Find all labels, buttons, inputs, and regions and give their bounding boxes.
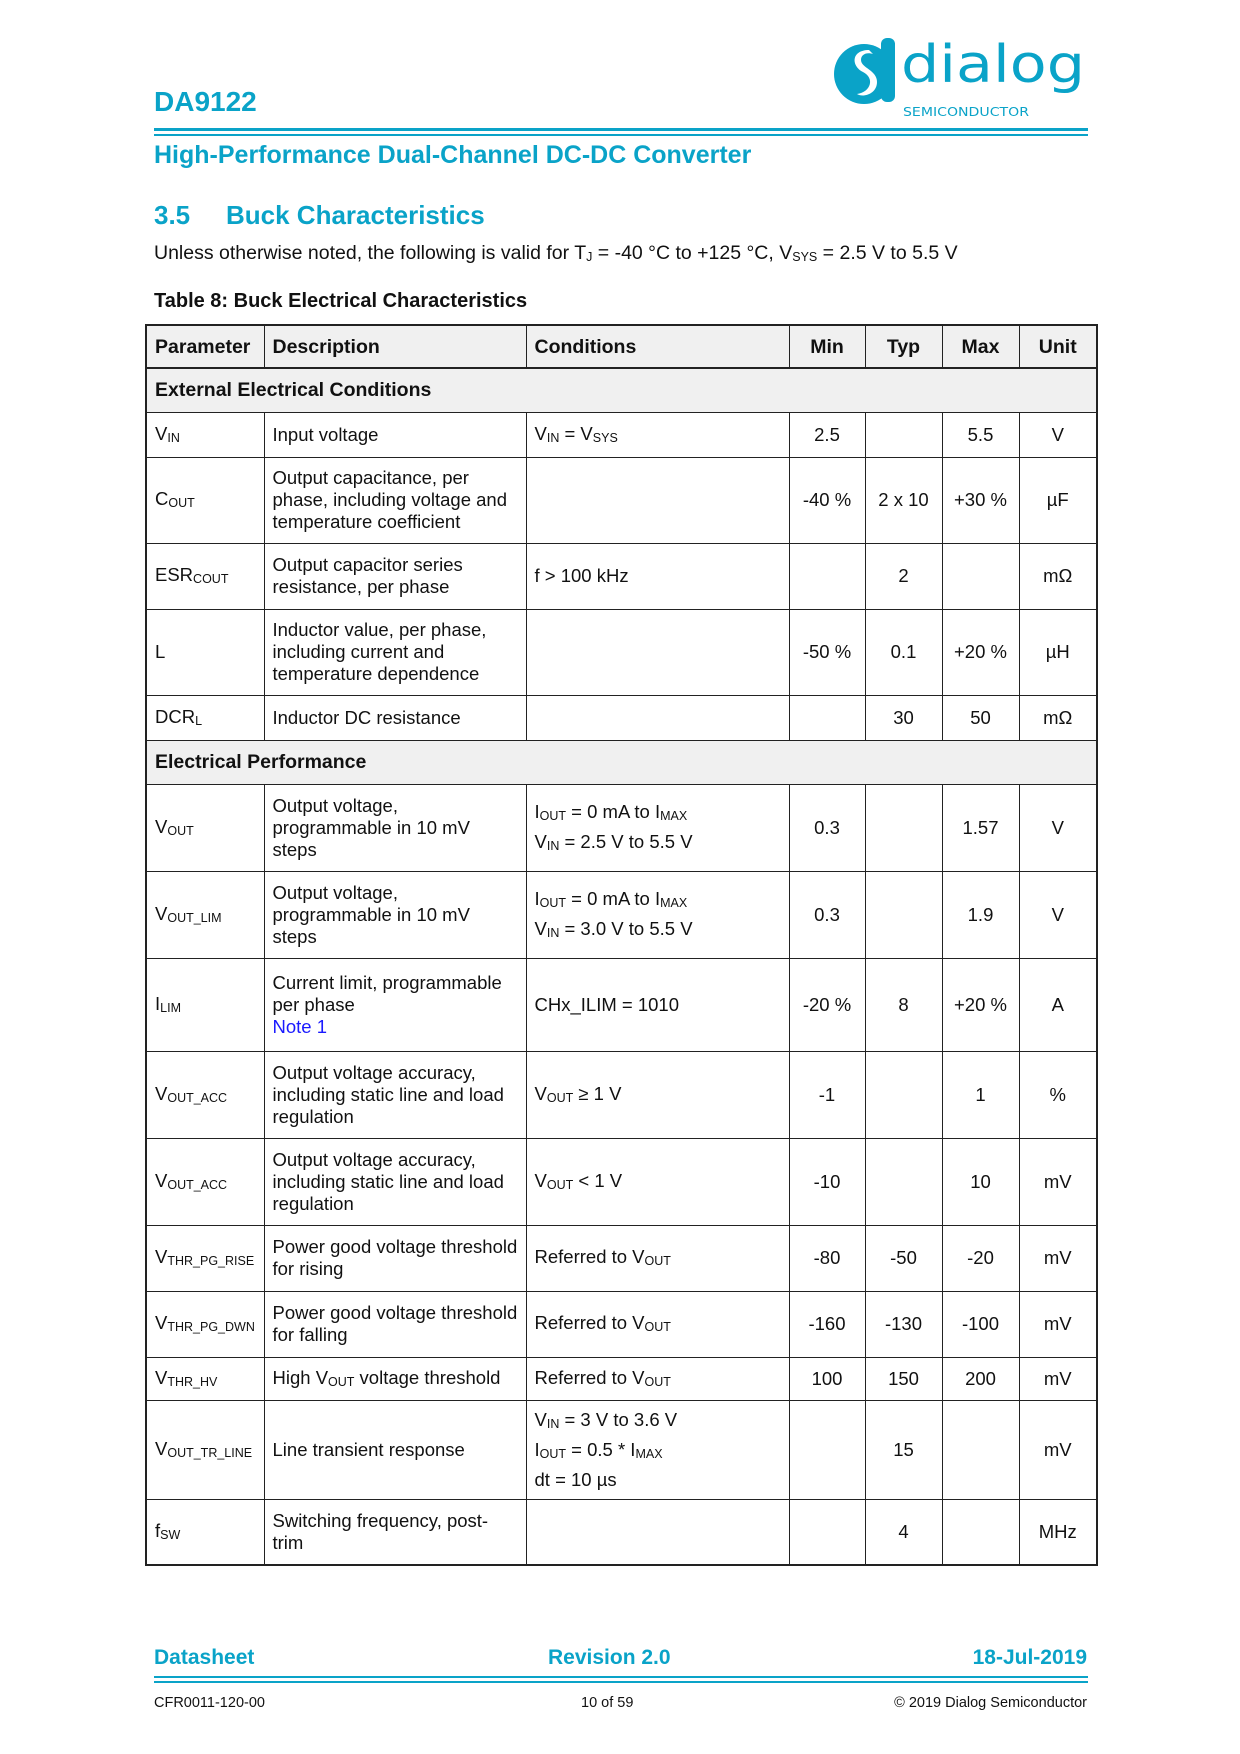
unit-cell: mV	[1019, 1291, 1097, 1357]
typ-cell	[865, 1138, 942, 1225]
text-segment: ESR	[155, 564, 194, 585]
unit-cell: mΩ	[1019, 543, 1097, 609]
description-cell	[264, 784, 526, 871]
description-cell	[264, 1225, 526, 1291]
parameter-cell	[146, 412, 264, 457]
description-cell	[264, 543, 526, 609]
description-cell	[264, 695, 526, 740]
subscript: OUT	[546, 1177, 574, 1192]
text-segment: = 3.0 V to 5.5 V	[559, 917, 693, 939]
table-row	[146, 609, 1097, 695]
subscript: J	[586, 250, 593, 264]
typ-cell: 4	[865, 1499, 942, 1565]
subscript: MAX	[660, 808, 688, 823]
subscript: IN	[167, 430, 180, 445]
subscript: MAX	[635, 1446, 663, 1461]
min-cell	[789, 1499, 865, 1565]
note-link[interactable]: Note 1	[272, 1015, 328, 1037]
unit-cell: V	[1019, 412, 1097, 457]
parameter-cell	[146, 958, 264, 1051]
table-row	[146, 1225, 1097, 1291]
subscript: IN	[546, 838, 560, 853]
text-segment: CHx_ILIM = 1010	[534, 993, 679, 1015]
section-heading	[154, 200, 485, 231]
max-cell: +30 %	[942, 457, 1019, 543]
parameter-cell	[146, 1291, 264, 1357]
text-segment: f	[155, 1519, 161, 1541]
section-number: 3.5	[154, 200, 191, 230]
subscript: COUT	[193, 572, 229, 586]
unit-cell: mΩ	[1019, 695, 1097, 740]
condition-line	[535, 1466, 781, 1494]
text-segment: V	[534, 830, 547, 852]
subscript: IN	[546, 1416, 560, 1431]
parameter-cell	[146, 1138, 264, 1225]
text-segment: V	[155, 815, 168, 837]
table-row	[146, 958, 1097, 1051]
condition-line	[535, 1083, 622, 1104]
parameter-cell	[146, 457, 264, 543]
min-cell	[789, 1400, 865, 1499]
text-segment: Power good voltage threshold for rising	[272, 1236, 518, 1279]
subscript: OUT_TR_LINE	[167, 1445, 253, 1460]
condition-line	[535, 565, 629, 586]
max-cell: 200	[942, 1357, 1019, 1400]
conditions-cell	[526, 412, 789, 457]
text-segment: V	[155, 1169, 168, 1191]
header-parameter: Parameter	[146, 325, 264, 368]
subscript: MAX	[660, 895, 688, 910]
subscript: SYS	[792, 250, 818, 264]
subscript: OUT	[644, 1374, 671, 1389]
text-segment: = -40 °C to +125 °C, V	[592, 242, 793, 264]
subscript: OUT	[644, 1320, 671, 1334]
text-segment: Referred to V	[534, 1312, 645, 1333]
text-segment: V	[155, 1312, 168, 1333]
subscript: OUT	[539, 808, 567, 823]
description-cell	[264, 1400, 526, 1499]
subscript: OUT_ACC	[167, 1177, 228, 1192]
footer-date: 18-Jul-2019	[972, 1646, 1087, 1669]
min-cell: -10	[789, 1138, 865, 1225]
max-cell: +20 %	[942, 609, 1019, 695]
text-segment: I	[534, 1438, 540, 1460]
text-segment: Output voltage, programmable in 10 mV steps	[272, 881, 470, 947]
footer-page-number: 10 of 59	[581, 1695, 634, 1711]
intro-text	[154, 242, 958, 265]
condition-line	[535, 885, 781, 915]
conditions-cell	[526, 609, 789, 695]
max-cell: 10	[942, 1138, 1019, 1225]
description-cell	[264, 1499, 526, 1565]
text-segment: Output voltage accuracy, including static line and load regulation	[272, 1061, 504, 1127]
footer-doc-type: Datasheet	[154, 1646, 255, 1669]
text-segment: Input voltage	[272, 423, 379, 445]
max-cell: 1	[942, 1051, 1019, 1138]
logo-wordmark: dialog	[901, 36, 1085, 95]
conditions-cell	[526, 1138, 789, 1225]
description-cell	[264, 609, 526, 695]
text-segment: Inductor DC resistance	[272, 706, 461, 728]
typ-cell	[865, 1051, 942, 1138]
max-cell: 5.5	[942, 412, 1019, 457]
min-cell: 2.5	[789, 412, 865, 457]
conditions-cell	[526, 1051, 789, 1138]
dialog-logo	[833, 36, 1089, 120]
unit-cell: MHz	[1019, 1499, 1097, 1565]
table-caption: Table 8: Buck Electrical Characteristics	[154, 290, 528, 312]
table-row	[146, 1400, 1097, 1499]
subscript: OUT	[168, 496, 195, 510]
text-segment: Unless otherwise noted, the following is valid for T	[154, 242, 587, 264]
parameter-cell	[146, 1499, 264, 1565]
table-row	[146, 457, 1097, 543]
text-segment: V	[155, 1246, 168, 1267]
document-id: DA9122	[154, 86, 257, 117]
typ-cell: 2 x 10	[865, 457, 942, 543]
conditions-cell	[526, 1291, 789, 1357]
table-row	[146, 1138, 1097, 1225]
text-segment: Referred to V	[534, 1366, 645, 1388]
text-segment: = V	[559, 422, 593, 444]
text-segment: = 0.5 * I	[566, 1438, 636, 1460]
description-cell	[264, 412, 526, 457]
text-segment: = 0 mA to I	[566, 887, 661, 909]
group-row	[146, 368, 1097, 412]
subscript: OUT	[644, 1254, 671, 1268]
text-segment: dt = 10 µs	[534, 1468, 617, 1490]
typ-cell: -130	[865, 1291, 942, 1357]
min-cell: 0.3	[789, 784, 865, 871]
text-segment: Referred to V	[534, 1246, 645, 1267]
unit-cell: %	[1019, 1051, 1097, 1138]
unit-cell: V	[1019, 871, 1097, 958]
min-cell: 100	[789, 1357, 865, 1400]
group-title: External Electrical Conditions	[146, 368, 1097, 412]
min-cell: -40 %	[789, 457, 865, 543]
conditions-cell	[526, 784, 789, 871]
text-segment: f > 100 kHz	[534, 565, 629, 586]
text-segment: = 2.5 V to 5.5 V	[817, 242, 958, 264]
conditions-cell	[526, 543, 789, 609]
section-title: Buck Characteristics	[226, 200, 485, 230]
typ-cell	[865, 784, 942, 871]
description-cell	[264, 1291, 526, 1357]
typ-cell: 15	[865, 1400, 942, 1499]
table-row	[146, 1357, 1097, 1400]
min-cell: -1	[789, 1051, 865, 1138]
header-unit: Unit	[1019, 325, 1097, 368]
text-segment: L	[155, 641, 166, 662]
text-segment: V	[534, 1408, 547, 1430]
text-segment: Output capacitor series resistance, per phase	[272, 554, 463, 597]
text-segment: = 0 mA to I	[566, 800, 661, 822]
footer-copyright: © 2019 Dialog Semiconductor	[894, 1695, 1087, 1711]
subscript: OUT	[328, 1374, 355, 1389]
document-subtitle: High-Performance Dual-Channel DC-DC Converter	[154, 141, 752, 169]
max-cell	[942, 1499, 1019, 1565]
text-segment: Line transient response	[272, 1438, 465, 1460]
condition-line	[535, 1436, 781, 1466]
text-segment: V	[155, 1366, 168, 1388]
text-segment: V	[534, 422, 547, 444]
condition-line	[535, 1406, 781, 1436]
description-cell	[264, 1051, 526, 1138]
description-cell	[264, 1357, 526, 1400]
text-segment: High V	[272, 1366, 329, 1388]
max-cell: -100	[942, 1291, 1019, 1357]
description-cell	[264, 457, 526, 543]
table-row	[146, 543, 1097, 609]
text-segment: V	[155, 1437, 168, 1459]
subscript: IN	[546, 430, 560, 445]
table-row	[146, 1291, 1097, 1357]
condition-line	[535, 798, 781, 828]
subscript: SW	[160, 1527, 181, 1542]
subscript: OUT	[539, 895, 567, 910]
footer-revision: Revision 2.0	[548, 1646, 671, 1669]
max-cell	[942, 543, 1019, 609]
typ-cell: 8	[865, 958, 942, 1051]
conditions-cell	[526, 871, 789, 958]
description-cell	[264, 1138, 526, 1225]
unit-cell: mV	[1019, 1357, 1097, 1400]
table-row	[146, 871, 1097, 958]
conditions-cell	[526, 958, 789, 1051]
min-cell: 0.3	[789, 871, 865, 958]
min-cell: -80	[789, 1225, 865, 1291]
text-segment: Switching frequency, post-trim	[272, 1509, 489, 1553]
unit-cell: µH	[1019, 609, 1097, 695]
header-rule-bottom	[154, 134, 1088, 136]
max-cell: 1.9	[942, 871, 1019, 958]
condition-line	[535, 1246, 671, 1267]
group-title: Electrical Performance	[146, 740, 1097, 784]
conditions-cell	[526, 457, 789, 543]
text-segment: I	[155, 992, 161, 1014]
typ-cell	[865, 412, 942, 457]
unit-cell: V	[1019, 784, 1097, 871]
min-cell	[789, 543, 865, 609]
conditions-cell	[526, 1499, 789, 1565]
text-segment: Inductor value, per phase, including current and temperature dependence	[272, 619, 487, 684]
condition-line	[535, 1367, 671, 1388]
subscript: IN	[546, 925, 560, 940]
text-segment: Power good voltage threshold for falling	[272, 1302, 518, 1345]
typ-cell: 30	[865, 695, 942, 740]
text-segment: V	[155, 422, 168, 444]
table-row	[146, 412, 1097, 457]
subscript: OUT_LIM	[167, 910, 222, 925]
group-row	[146, 740, 1097, 784]
subscript: LIM	[160, 1000, 181, 1015]
header-typ: Typ	[865, 325, 942, 368]
text-segment: Output voltage accuracy, including static line and load regulation	[272, 1148, 504, 1214]
footer-rule-bottom	[154, 1681, 1088, 1683]
min-cell: -20 %	[789, 958, 865, 1051]
text-segment: = 3 V to 3.6 V	[559, 1408, 678, 1430]
typ-cell: 0.1	[865, 609, 942, 695]
header-min: Min	[789, 325, 865, 368]
text-segment: V	[155, 902, 168, 924]
parameter-cell	[146, 1400, 264, 1499]
conditions-cell	[526, 1225, 789, 1291]
text-segment: Output voltage, programmable in 10 mV steps	[272, 794, 470, 860]
text-segment: I	[534, 800, 540, 822]
unit-cell: mV	[1019, 1225, 1097, 1291]
parameter-cell	[146, 1225, 264, 1291]
subscript: THR_PG_DWN	[167, 1320, 255, 1334]
min-cell: -50 %	[789, 609, 865, 695]
text-segment: C	[155, 488, 169, 509]
text-segment: voltage threshold	[354, 1366, 501, 1388]
min-cell: -160	[789, 1291, 865, 1357]
subscript: THR_HV	[167, 1374, 218, 1389]
table-row	[146, 1051, 1097, 1138]
text-segment: DCR	[155, 705, 196, 727]
header-description: Description	[264, 325, 526, 368]
conditions-cell	[526, 695, 789, 740]
max-cell: 1.57	[942, 784, 1019, 871]
min-cell	[789, 695, 865, 740]
subscript: OUT	[539, 1446, 567, 1461]
table-row	[146, 784, 1097, 871]
typ-cell: 2	[865, 543, 942, 609]
parameter-cell	[146, 609, 264, 695]
max-cell: -20	[942, 1225, 1019, 1291]
parameter-cell	[146, 1051, 264, 1138]
footer-doc-code: CFR0011-120-00	[154, 1695, 265, 1711]
conditions-cell	[526, 1357, 789, 1400]
footer-rule-top	[154, 1676, 1088, 1678]
subscript: SYS	[592, 430, 618, 445]
max-cell: +20 %	[942, 958, 1019, 1051]
typ-cell	[865, 871, 942, 958]
subscript: OUT	[546, 1090, 574, 1105]
text-segment: Current limit, programmable per phase	[272, 971, 502, 1015]
max-cell: 50	[942, 695, 1019, 740]
text-segment: = 2.5 V to 5.5 V	[559, 830, 693, 852]
condition-line	[535, 1170, 623, 1191]
text-segment: Output capacitance, per phase, including voltage and temperature coefficient	[272, 467, 508, 532]
condition-line	[535, 1312, 671, 1333]
buck-characteristics-table	[145, 324, 1098, 1566]
table-row	[146, 695, 1097, 740]
subscript: OUT_ACC	[167, 1090, 228, 1105]
logo-subtext: SEMICONDUCTOR	[903, 105, 1029, 119]
unit-cell: mV	[1019, 1138, 1097, 1225]
conditions-cell	[526, 1400, 789, 1499]
text-segment: V	[534, 1082, 547, 1104]
unit-cell: mV	[1019, 1400, 1097, 1499]
subscript: THR_PG_RISE	[167, 1254, 255, 1268]
text-segment: I	[534, 887, 540, 909]
header-rule-top	[154, 128, 1088, 131]
subscript: OUT	[167, 823, 194, 838]
parameter-cell	[146, 871, 264, 958]
subscript: L	[195, 713, 203, 728]
text-segment: < 1 V	[573, 1169, 623, 1191]
max-cell	[942, 1400, 1019, 1499]
description-cell	[264, 958, 526, 1051]
condition-line	[535, 828, 781, 858]
text-segment: V	[155, 1082, 168, 1104]
parameter-cell	[146, 1357, 264, 1400]
table-header-row	[146, 325, 1097, 368]
text-segment: ≥ 1 V	[573, 1082, 622, 1104]
logo-mark-icon	[834, 38, 895, 104]
description-cell	[264, 871, 526, 958]
condition-line	[535, 994, 679, 1015]
unit-cell: A	[1019, 958, 1097, 1051]
header-conditions: Conditions	[526, 325, 789, 368]
unit-cell: µF	[1019, 457, 1097, 543]
condition-line	[535, 423, 618, 444]
parameter-cell	[146, 695, 264, 740]
parameter-cell	[146, 784, 264, 871]
text-segment: V	[534, 1169, 547, 1191]
table-row	[146, 1499, 1097, 1565]
condition-line	[535, 915, 781, 945]
parameter-cell	[146, 543, 264, 609]
header-max: Max	[942, 325, 1019, 368]
typ-cell: -50	[865, 1225, 942, 1291]
text-segment: V	[534, 917, 547, 939]
typ-cell: 150	[865, 1357, 942, 1400]
